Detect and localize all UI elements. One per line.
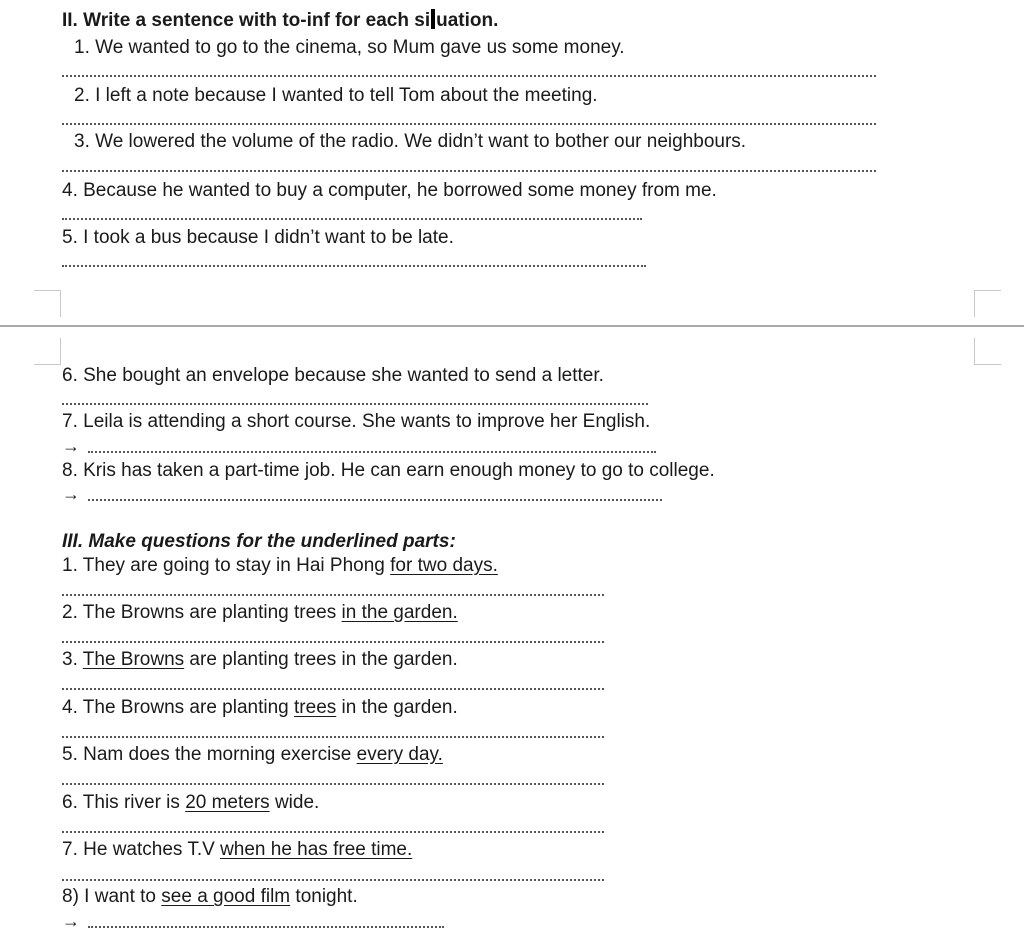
page-corner-mark <box>974 338 1001 365</box>
answer-line[interactable] <box>62 831 604 833</box>
answer-line[interactable] <box>62 218 642 220</box>
exercise-item: 1. We wanted to go to the cinema, so Mum gave us some money. <box>74 37 625 58</box>
arrow-icon: → <box>62 484 80 504</box>
underlined-part: in the garden. <box>341 602 458 623</box>
exercise-item: 3. We lowered the volume of the radio. We didn’t want to bother our neighbours. <box>74 131 747 152</box>
page-corner-mark <box>34 290 61 317</box>
answer-line[interactable] <box>62 736 604 738</box>
exercise-item: 5. I took a bus because I didn’t want to be late. <box>62 227 454 248</box>
answer-line[interactable] <box>88 451 656 453</box>
arrow-icon: → <box>62 436 80 456</box>
exercise-item: 8. Kris has taken a part-time job. He can earn enough money to go to college. <box>62 460 715 481</box>
answer-line[interactable] <box>62 594 604 596</box>
question-item: 3. The Browns are planting trees in the garden. <box>62 649 458 670</box>
underlined-part: every day. <box>356 744 443 765</box>
arrow-icon: → <box>62 911 80 931</box>
exercise-item: 7. Leila is attending a short course. She wants to improve her English. <box>62 411 651 432</box>
question-item: 1. They are going to stay in Hai Phong for two days. <box>62 555 498 576</box>
section2-heading[interactable]: II. Write a sentence with to-inf for each si uation. <box>62 10 499 31</box>
underlined-part: when he has free time. <box>220 839 413 860</box>
page-corner-mark <box>34 338 61 365</box>
exercise-item: 2. I left a note because I wanted to tell Tom about the meeting. <box>74 85 598 106</box>
question-item: 7. He watches T.V when he has free time. <box>62 839 413 860</box>
underlined-part: The Browns <box>82 649 185 670</box>
answer-line[interactable] <box>62 403 648 405</box>
question-item: 6. This river is 20 meters wide. <box>62 792 320 813</box>
page-corner-mark <box>974 290 1001 317</box>
section3-heading: III. Make questions for the underlined parts: <box>62 531 456 552</box>
question-item: 8) I want to see a good film tonight. <box>62 886 358 907</box>
question-item: 5. Nam does the morning exercise every day. <box>62 744 443 765</box>
exercise-item: 6. She bought an envelope because she wanted to send a letter. <box>62 365 604 386</box>
question-item: 2. The Browns are planting trees in the garden. <box>62 602 458 623</box>
answer-line[interactable] <box>62 688 604 690</box>
page-break-divider <box>0 325 1024 327</box>
answer-line[interactable] <box>62 265 646 267</box>
question-item: 4. The Browns are planting trees in the garden. <box>62 697 458 718</box>
answer-line[interactable] <box>62 170 876 172</box>
answer-line[interactable] <box>62 879 604 881</box>
answer-line[interactable] <box>62 783 604 785</box>
underlined-part: see a good film <box>161 886 291 907</box>
underlined-part: trees <box>294 697 337 718</box>
underlined-part: for two days. <box>390 555 498 576</box>
answer-line[interactable] <box>62 641 604 643</box>
answer-line[interactable] <box>62 123 876 125</box>
answer-line[interactable] <box>62 75 876 77</box>
exercise-item: 4. Because he wanted to buy a computer, he borrowed some money from me. <box>62 180 717 201</box>
text-cursor <box>431 9 435 29</box>
underlined-part: 20 meters <box>185 792 270 813</box>
answer-line[interactable] <box>88 499 662 501</box>
answer-line[interactable] <box>88 926 444 928</box>
